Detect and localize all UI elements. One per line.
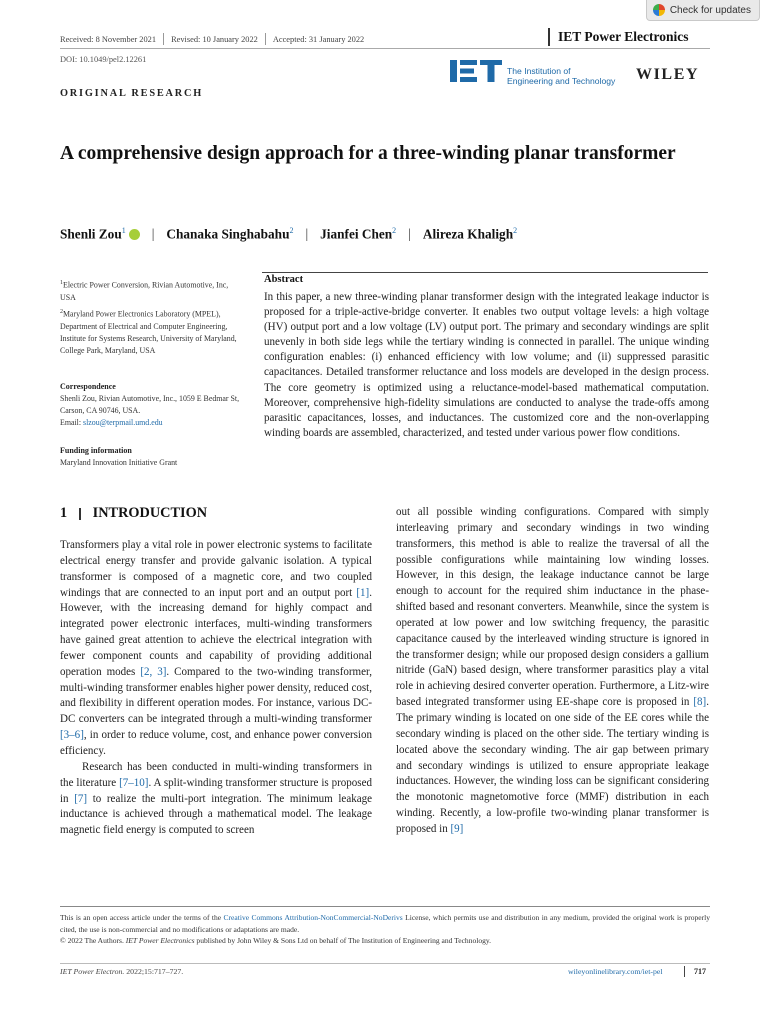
author[interactable]: Alireza Khaligh$^2$ — [422, 226, 518, 242]
citation-line: IET Power Electron. 2022;15:717–727. — [60, 967, 184, 976]
correspondence-address: Shenli Zou, Rivian Automotive, Inc., 1059 E Bedmar St, Carson, CA 90746, USA. — [60, 394, 240, 415]
journal-name: IET Power Electronics — [558, 29, 689, 44]
body-column-left — [60, 538, 372, 839]
divider — [163, 33, 164, 45]
author-list: Shenli Zou$^1$ | Chanaka Singhabahu$^2$ | Jianfei Chen$^2$ | Alireza Khaligh$^2$ — [60, 226, 518, 242]
license-text: This is an open access article under the terms of the Creative Commons Attribution-NonCommercial-NoDerivs License, which permits use and distribution in any medium, provided the original work is properly cited, the use is non-commercial and no modifications or adaptations are made. — [60, 913, 710, 934]
section-number: 1 — [60, 505, 68, 521]
license-note — [60, 912, 710, 947]
author[interactable]: Shenli Zou$^1$ — [60, 226, 126, 242]
divider — [79, 508, 81, 520]
copyright-text: © 2022 The Authors. IET Power Electronics published by John Wiley & Sons Ltd on behalf of The Institution of Engineering and Technology. — [60, 936, 492, 946]
citation-link[interactable]: [7–10] — [119, 776, 149, 789]
license-link[interactable]: Creative Commons Attribution-NonCommercial-NoDerivs — [223, 913, 403, 922]
affiliation-1: $^1$Electric Power Conversion, Rivian Automotive, Inc, USA — [60, 280, 229, 302]
revised-date: Revised: 10 January 2022 — [171, 34, 258, 44]
iet-name — [507, 66, 615, 86]
article-type: ORIGINAL RESEARCH — [60, 88, 204, 99]
accepted-date: Accepted: 31 January 2022 — [272, 34, 365, 44]
paragraph: Research has been conducted in multi-winding transformers in the literature [7–10]. A split-winding transformer structure is proposed in [7] to realize the multi-port integration. The minimum leakage inductance is achieved through a mathematical model. The leakage magnetic field energy is computed to screen — [60, 760, 372, 837]
wiley-logo: WILEY — [636, 66, 700, 83]
orcid-icon[interactable] — [129, 229, 140, 240]
funding-heading: Funding information — [60, 446, 132, 455]
journal-url-link[interactable]: wileyonlinelibrary.com/iet-pel — [568, 967, 663, 976]
body-column-right — [396, 505, 709, 838]
divider — [548, 28, 550, 46]
email-link[interactable]: slzou@terpmail.umd.edu — [83, 418, 163, 427]
paragraph: out all possible winding configurations. Compared with simply interleaving primary and secondary windings in two winding transformers, this method is able to realize the traversal of all the possible configurations while maintaining low winding losses. However, in this design, the leakage inductance cannot be large enough to account for the required shim inductance in the phase-shifted based and resonant converters. Meanwhile, since the system is operated at low power and low switching frequency, the parasitic capacitance caused by the interleaved winding structure is ignored in the transformer design; while our proposed design considers a gallium nitride (GaN) based design, where transformer parasitics play a vital role in achieving desired converter operation. Furthermore, a Litz-wire based integrated transformer using EE-shape core is proposed in [8]. The primary winding is located on one side of the EE cores while the secondary winding is placed on the other side. The tertiary winding is located above the secondary winding. The air gap between primary and secondary windings is utilized to ensure appropriate leakage inductances. However, the winding loss can be significant considering the monotonic magnetomotive force (MMF) distribution in each winding. Recently, a low-profile two-winding planar transformer is proposed in [9] — [396, 506, 709, 835]
affiliation-2: $^2$Maryland Power Electronics Laboratory (MPEL), Department of Electrical and Computer Engineering, Institute for Systems Research, University of Maryland, College Park, Maryland, USA — [60, 309, 237, 355]
citation-link[interactable]: [3–6] — [60, 729, 84, 742]
header-rule — [60, 48, 710, 49]
page-number: 717 — [694, 967, 706, 976]
divider — [265, 33, 266, 45]
citation-link[interactable]: [9] — [450, 822, 464, 835]
citation-link[interactable]: [1] — [356, 586, 370, 599]
abstract-text: In this paper, a new three-winding planar transformer design with the integrated leakage inductor is proposed for a triple-active-bridge converter. It enables two output voltage levels: a high voltage (HV) output port and a low voltage (LV) output port. The primary and secondary windings are split unevenly in both side legs while the tertiary winding is connected in parallel. The unique winding configuration enables: (i) enhanced efficiency with low volume; and (ii) suppressed parasitic capacitances. Detailed transformer reluctance and loss models are developed in the design process. The core geometry is optimized using a reluctance-model-based mathematical computation. Moreover, comprehensive high-fidelity simulations are conducted to analyse the trade-offs among parasitic capacitances, losses, and inductances. The customized core and the non-overlapping winding boards are assembled, characterized, and tested under various power flow conditions. — [264, 291, 709, 439]
abstract-heading: Abstract — [264, 274, 304, 285]
paper-title: A comprehensive design approach for a three-winding planar transformer — [60, 143, 676, 164]
section-title: INTRODUCTION — [92, 505, 208, 521]
funding-text: Maryland Innovation Initiative Grant — [60, 458, 178, 467]
iet-line-2: Engineering and Technology — [507, 76, 616, 86]
check-updates-label: Check for updates — [669, 4, 751, 16]
citation-link[interactable]: [8] — [693, 696, 707, 709]
check-for-updates-button[interactable] — [646, 0, 760, 21]
footer-rule — [60, 963, 710, 964]
funding — [60, 445, 245, 469]
abstract-rule — [262, 272, 708, 273]
citation-link[interactable]: [7] — [74, 792, 88, 805]
divider — [684, 966, 685, 977]
correspondence-heading: Correspondence — [60, 382, 116, 391]
crossmark-icon — [653, 4, 665, 16]
section-heading — [60, 505, 207, 522]
iet-line-1: The Institution of — [507, 66, 571, 76]
author[interactable]: Jianfei Chen$^2$ — [320, 226, 397, 242]
paragraph: Transformers play a vital role in power electronic systems to facilitate electrical energy transfer and provide galvanic isolation. A typical transformer is composed of a magnetic core, and two coupled windings that are connected to an input port and an output port [1]. However, with the increasing demand for highly compact and integrated power electronic interfaces, multi-winding transformers have gained great attention to achieve the electrical integration with fewer component counts and capability of providing additional operation modes [2, 3]. Compared to the two-winding transformer, multi-winding transformer enables higher power density, reduced cost, and flexibility in different operation modes. For instance, various DC-DC converters can be integrated through a multi-winding transformer [3–6], in order to reduce volume, cost, and enhance power conversion efficiency. — [60, 539, 372, 757]
footer-rule — [60, 906, 710, 907]
correspondence: Correspondence Shenli Zou, Rivian Automotive, Inc., 1059 E Bedmar St, Carson, CA 90746, USA. Email: slzou@terpmail.umd.edu — [60, 381, 245, 429]
doi-link[interactable]: DOI: 10.1049/pel2.12261 — [60, 55, 147, 64]
received-date: Received: 8 November 2021 — [60, 34, 157, 44]
iet-logo-icon — [450, 58, 504, 84]
citation-link[interactable]: [2, 3] — [140, 665, 167, 678]
author[interactable]: Chanaka Singhabahu$^2$ — [166, 226, 294, 242]
article-dates — [60, 33, 364, 45]
